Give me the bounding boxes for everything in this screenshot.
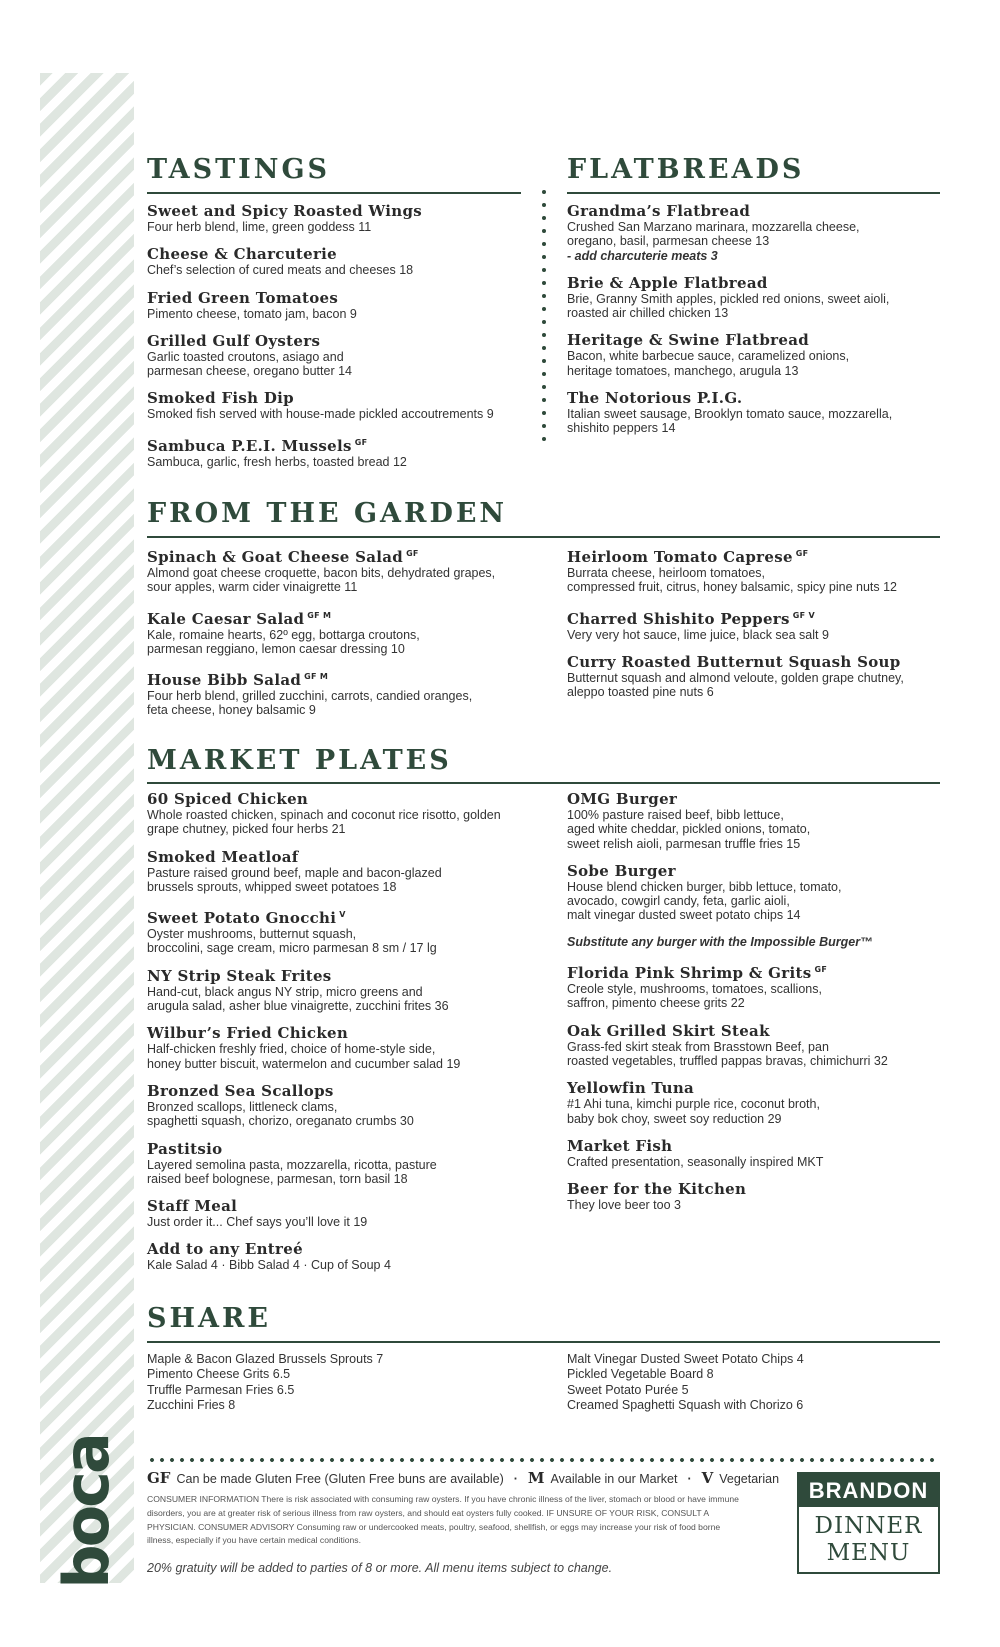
- location-name: BRANDON: [799, 1474, 938, 1507]
- menu-item-name: Market Fish: [567, 1136, 673, 1155]
- legend-v-code: V: [701, 1469, 714, 1487]
- section-rule: [147, 192, 521, 194]
- share-item: Maple & Bacon Glazed Brussels Sprouts 7: [147, 1352, 384, 1366]
- menu-item-note: Substitute any burger with the Impossible Burger™: [567, 934, 873, 949]
- menu-item-description: Half-chicken freshly fried, choice of home-style side, honey butter biscuit, watermelon and cucumber salad 19: [147, 1042, 461, 1071]
- menu-item: [147, 1025, 537, 1071]
- dietary-legend: [147, 1469, 779, 1487]
- section-rule: [567, 192, 940, 194]
- menu-item: [567, 607, 940, 642]
- dietary-tag: GF: [795, 549, 809, 558]
- share-item: Zucchini Fries 8: [147, 1397, 236, 1412]
- menu-item: [567, 863, 940, 923]
- menu-item-name: Staff Meal: [147, 1197, 238, 1216]
- menu-item: [147, 434, 521, 469]
- menu-item: [567, 275, 940, 321]
- menu-item-name: Heirloom Tomato Caprese $^{GF}$: [567, 548, 809, 566]
- section-title-tastings: TASTINGS: [147, 154, 331, 185]
- menu-item-name: Grilled Gulf Oysters: [147, 331, 321, 350]
- dietary-tag: GF V: [792, 610, 815, 620]
- menu-item-name: Yellowfin Tuna: [567, 1079, 695, 1098]
- menu-item-description: Four herb blend, grilled zucchini, carrots, candied oranges, feta cheese, honey balsamic 9: [147, 689, 473, 718]
- menu-item: [567, 791, 940, 851]
- tastings-list: [147, 203, 521, 481]
- menu-item-name: Smoked Meatloaf: [147, 847, 299, 866]
- menu-item: [147, 849, 537, 895]
- decorative-stripe-band: [40, 73, 134, 1589]
- share-item: Malt Vinegar Dusted Sweet Potato Chips 4: [567, 1352, 804, 1366]
- dotted-rule: [147, 1458, 940, 1462]
- menu-item-name: Spinach & Goat Cheese Salad $^{GF}$: [147, 548, 419, 566]
- garden-right-list: [567, 545, 940, 711]
- menu-item-name: Beer for the Kitchen: [567, 1180, 747, 1199]
- menu-item: [147, 1141, 537, 1187]
- menu-item: [567, 961, 940, 1011]
- share-item: Truffle Parmesan Fries 6.5: [147, 1382, 295, 1397]
- consumer-advisory: CONSUMER INFORMATION There is risk associated with consuming raw oysters. If you have chronic illness of the liver, stomach or blood or have immune disorders, you are at greater risk of serious illness from raw oysters, and should eat oysters fully cooked. IF UNSURE OF YOUR RISK, CONSULT A PHYSICIAN. CONSUMER ADVISORY Consuming raw or undercooked meats, poultry, seafood, shellfish, or eggs may increase your risk of food borne illness, especially if you have certain medical conditions.: [147, 1494, 739, 1546]
- menu-item-name: Curry Roasted Butternut Squash Soup: [567, 652, 901, 671]
- menu-item: [147, 1198, 537, 1229]
- menu-item-description: Hand-cut, black angus NY strip, micro greens and arugula salad, asher blue vinaigrette, zucchini frites 36: [147, 984, 449, 1014]
- dietary-tag: GF M: [307, 610, 332, 620]
- menu-item: [567, 654, 940, 700]
- menu-item: [147, 390, 521, 421]
- section-title-garden: FROM THE GARDEN: [147, 498, 508, 529]
- menu-item: [567, 390, 940, 436]
- menu-item-description: 100% pasture raised beef, bibb lettuce, aged white cheddar, pickled onions, tomato, sweet relish aioli, parmesan truffle fries 15: [567, 808, 811, 851]
- dietary-tag: GF: [406, 549, 419, 558]
- menu-item: [567, 1181, 940, 1212]
- dotted-divider: [542, 190, 548, 441]
- menu-item-name: Heritage & Swine Flatbread: [567, 331, 810, 350]
- menu-item-name: Bronzed Sea Scallops: [147, 1081, 334, 1100]
- legend-gf-text: Can be made Gluten Free (Gluten Free buns are available): [176, 1472, 504, 1486]
- menu-item-name: OMG Burger: [567, 790, 678, 808]
- gratuity-note: 20% gratuity will be added to parties of 8 or more. All menu items subject to change.: [147, 1561, 613, 1575]
- market-left-list: [147, 791, 537, 1285]
- menu-item-description: House blend chicken burger, bibb lettuce, tomato, avocado, cowgirl candy, feta, garlic aioli, malt vinegar dusted sweet potato chips 14: [567, 879, 842, 923]
- menu-item-description: They love beer too 3: [567, 1198, 681, 1213]
- menu-item: [147, 906, 537, 956]
- flatbreads-list: [567, 203, 940, 448]
- legend-m-code: M: [527, 1469, 545, 1487]
- menu-item: [147, 1083, 537, 1129]
- menu-item-description: Kale, romaine hearts, 62º egg, bottarga croutons, parmesan reggiano, lemon caesar dressing 10: [147, 627, 420, 656]
- menu-item-description: Very very hot sauce, lime juice, black sea salt 9: [567, 627, 829, 642]
- menu-item: [567, 935, 940, 949]
- menu-item-name: Sweet Potato Gnocchi $^V$: [147, 909, 346, 928]
- menu-item: [147, 203, 521, 234]
- menu-item-name: Cheese & Charcuterie: [147, 245, 338, 264]
- menu-item-name: Smoked Fish Dip: [147, 389, 294, 408]
- legend-v-text: Vegetarian: [719, 1472, 780, 1486]
- section-title-flatbreads: FLATBREADS: [567, 154, 805, 185]
- menu-item-description: Garlic toasted croutons, asiago and parmesan cheese, oregano butter 14: [147, 349, 352, 379]
- menu-item-name: House Bibb Salad $^{GF M}$: [147, 671, 329, 690]
- menu-item-description: Just order it... Chef says you’ll love it 19: [147, 1215, 368, 1230]
- menu-item-name: Pastitsio: [147, 1139, 223, 1158]
- menu-item-name: Add to any Entreé: [147, 1240, 303, 1259]
- menu-item: [567, 203, 940, 263]
- menu-item-description: Brie, Granny Smith apples, pickled red onions, sweet aioli, roasted air chilled chicken 13: [567, 291, 890, 321]
- legend-separator: ·: [513, 1472, 518, 1486]
- menu-item: [147, 246, 521, 277]
- menu-item-name: Sweet and Spicy Roasted Wings: [147, 202, 423, 220]
- menu-item: [147, 791, 537, 837]
- menu-item-description: Oyster mushrooms, butternut squash, broccolini, sage cream, micro parmesan 8 sm / 17 lg: [147, 927, 437, 956]
- menu-item: [147, 668, 537, 718]
- menu-item: [567, 332, 940, 378]
- dietary-tag: GF: [354, 437, 368, 447]
- market-right-list: [567, 791, 940, 1224]
- menu-item: [147, 333, 521, 379]
- menu-item-name: The Notorious P.I.G.: [567, 389, 743, 408]
- share-item: Pimento Cheese Grits 6.5: [147, 1367, 291, 1382]
- legend-gf-code: GF: [147, 1469, 171, 1487]
- menu-item-description: Sambuca, garlic, fresh herbs, toasted bread 12: [147, 454, 407, 469]
- menu-item-description: #1 Ahi tuna, kimchi purple rice, coconut broth, baby bok choy, sweet soy reduction 29: [567, 1097, 820, 1126]
- menu-item-name: Brie & Apple Flatbread: [567, 273, 768, 292]
- menu-item-description: Almond goat cheese croquette, bacon bits, dehydrated grapes, sour apples, warm cider vinaigrette 11: [147, 566, 496, 595]
- menu-item-description: Four herb blend, lime, green goddess 11: [147, 220, 372, 234]
- menu-item-name: Sobe Burger: [567, 861, 676, 880]
- menu-item: [147, 290, 521, 321]
- menu-item-description: Crafted presentation, seasonally inspired MKT: [567, 1154, 824, 1169]
- dietary-tag: V: [339, 910, 346, 920]
- legend-separator: ·: [687, 1472, 692, 1486]
- menu-item-name: 60 Spiced Chicken: [147, 790, 309, 808]
- menu-item-name: Wilbur’s Fried Chicken: [147, 1024, 349, 1043]
- menu-item-name: Grandma’s Flatbread: [567, 202, 751, 220]
- location-badge: [797, 1472, 940, 1574]
- section-rule: [147, 782, 940, 784]
- menu-item-name: NY Strip Steak Frites: [147, 966, 332, 985]
- menu-item-name: Oak Grilled Skirt Steak: [567, 1021, 770, 1040]
- menu-item: [147, 968, 537, 1014]
- boca-logo: boca: [50, 1434, 124, 1589]
- share-item: Pickled Vegetable Board 8: [567, 1367, 714, 1382]
- menu-item-description: Crushed San Marzano marinara, mozzarella cheese, oregano, basil, parmesan cheese 13: [567, 220, 860, 249]
- menu-type: DINNER MENU: [814, 1513, 923, 1566]
- menu-item-description: Pimento cheese, tomato jam, bacon 9: [147, 306, 357, 321]
- share-left-list: [147, 1352, 537, 1413]
- menu-item-description: Layered semolina pasta, mozzarella, ricotta, pasture raised beef bolognese, parmesan, torn basil 18: [147, 1157, 437, 1186]
- menu-item: [567, 545, 940, 595]
- menu-item: [147, 607, 537, 657]
- menu-item-description: Creole style, mushrooms, tomatoes, scallions, saffron, pimento cheese grits 22: [567, 982, 822, 1011]
- section-title-market-plates: MARKET PLATES: [147, 745, 452, 776]
- menu-item-description: Burrata cheese, heirloom tomatoes, compressed fruit, citrus, honey balsamic, spicy pine nuts 12: [567, 566, 898, 595]
- legend-m-text: Available in our Market: [550, 1472, 678, 1486]
- menu-item-description: Chef’s selection of cured meats and cheeses 18: [147, 263, 414, 278]
- menu-item: [567, 1023, 940, 1069]
- share-item: Creamed Spaghetti Squash with Chorizo 6: [567, 1397, 804, 1412]
- share-right-list: [567, 1352, 940, 1413]
- menu-item-name: Kale Caesar Salad $^{GF M}$: [147, 609, 332, 628]
- garden-left-list: [147, 545, 537, 730]
- section-title-share: SHARE: [147, 1303, 271, 1334]
- menu-item-description: Bacon, white barbecue sauce, caramelized onions, heritage tomatoes, manchego, arugula 13: [567, 349, 850, 378]
- menu-item-name: Florida Pink Shrimp & Grits $^{GF}$: [567, 964, 828, 983]
- section-rule: [147, 536, 940, 538]
- menu-item-name: Charred Shishito Peppers $^{GF V}$: [567, 609, 815, 628]
- menu-item-description: Grass-fed skirt steak from Brasstown Beef, pan roasted vegetables, truffled pappas bravas, chimichurri 32: [567, 1039, 888, 1068]
- menu-item-description: Italian sweet sausage, Brooklyn tomato sauce, mozzarella, shishito peppers 14: [567, 407, 893, 436]
- menu-item-description: Bronzed scallops, littleneck clams, spaghetti squash, chorizo, oreganato crumbs 30: [147, 1099, 414, 1129]
- menu-item-description: Smoked fish served with house-made pickled accoutrements 9: [147, 407, 494, 422]
- menu-item: [567, 1138, 940, 1169]
- dietary-tag: GF: [814, 965, 828, 975]
- dietary-tag: GF M: [304, 672, 329, 682]
- menu-item-description: Butternut squash and almond veloute, golden grape chutney, aleppo toasted pine nuts 6: [567, 670, 904, 700]
- menu-item-description: Kale Salad 4 · Bibb Salad 4 · Cup of Soup 4: [147, 1258, 391, 1273]
- menu-item: [147, 545, 537, 595]
- section-rule: [147, 1341, 940, 1343]
- menu-item-name: Sambuca P.E.I. Mussels $^{GF}$: [147, 436, 368, 455]
- menu-item-description: Whole roasted chicken, spinach and coconut rice risotto, golden grape chutney, picked four herbs 21: [147, 808, 501, 837]
- menu-item-note: - add charcuterie meats 3: [567, 248, 718, 263]
- menu-item: [567, 1080, 940, 1126]
- share-item: Sweet Potato Purée 5: [567, 1382, 689, 1397]
- menu-item-description: Pasture raised ground beef, maple and bacon-glazed brussels sprouts, whipped sweet potatoes 18: [147, 865, 442, 894]
- menu-item-name: Fried Green Tomatoes: [147, 288, 339, 307]
- menu-item: [147, 1241, 537, 1272]
